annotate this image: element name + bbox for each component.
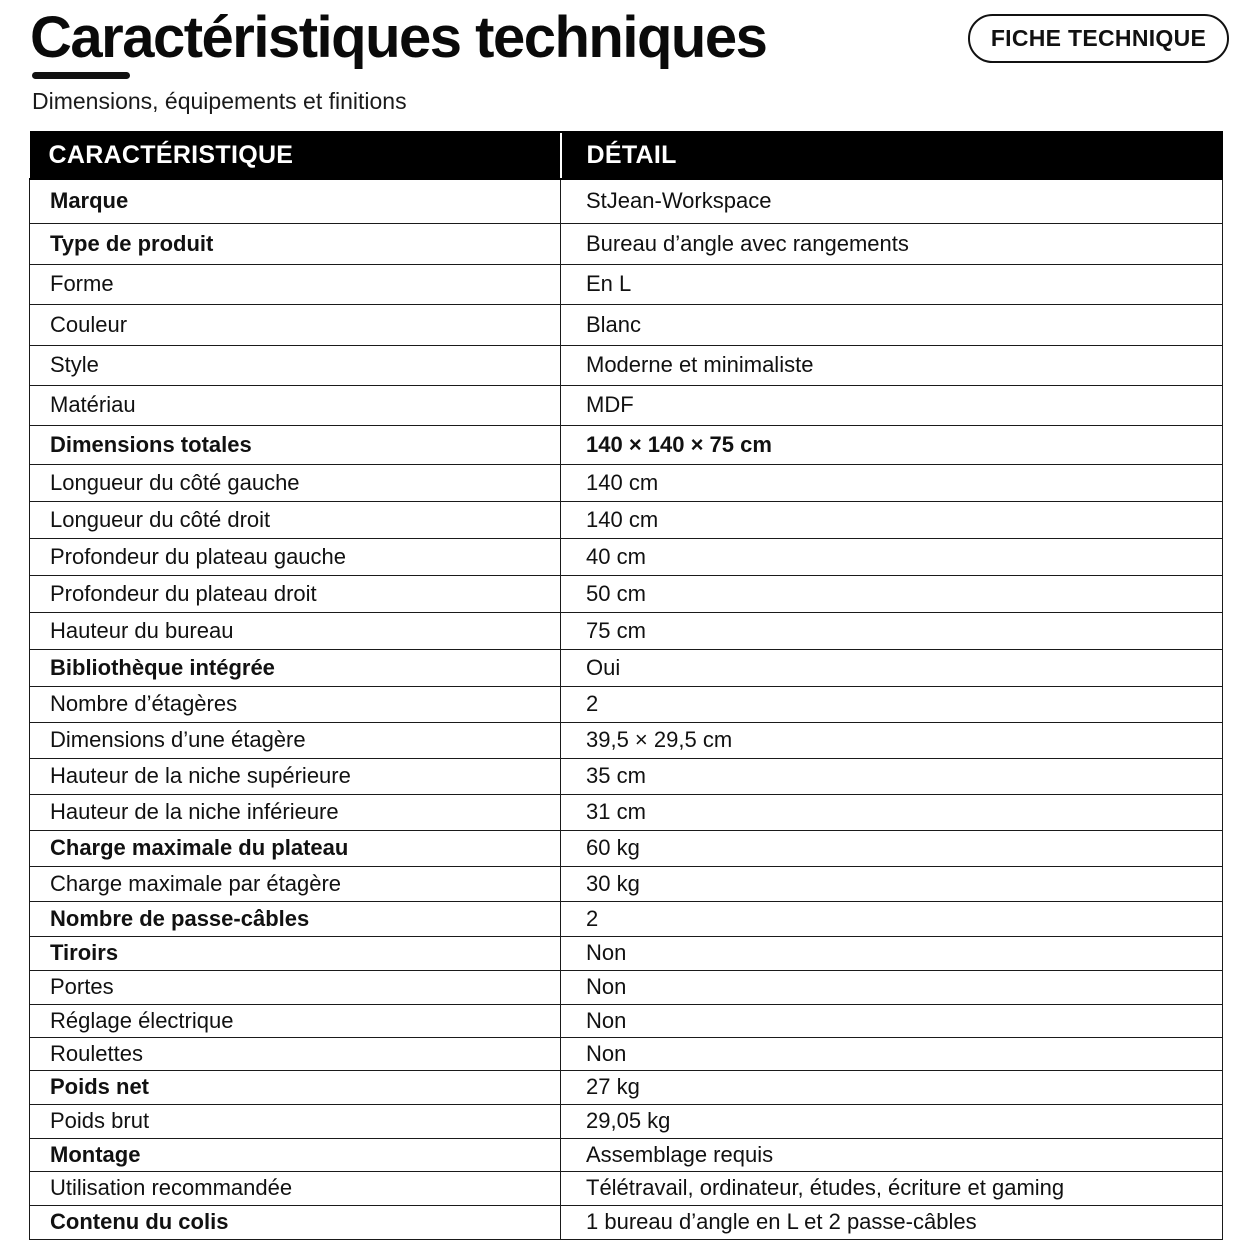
row-label: Charge maximale du plateau [30, 830, 561, 866]
row-value: 40 cm [561, 538, 1223, 575]
row-value: MDF [561, 385, 1223, 425]
table-row [30, 722, 1223, 758]
row-value: 140 × 140 × 75 cm [561, 425, 1223, 464]
row-label: Longueur du côté droit [30, 501, 561, 538]
table-row [30, 464, 1223, 501]
row-label: Tiroirs [30, 936, 561, 970]
row-value: Assemblage requis [561, 1138, 1223, 1171]
row-value: Blanc [561, 304, 1223, 345]
column-header-caracteristique: CARACTÉRISTIQUE [30, 132, 561, 179]
row-label: Forme [30, 264, 561, 304]
row-value: 140 cm [561, 464, 1223, 501]
table-row [30, 425, 1223, 464]
row-value: Télétravail, ordinateur, études, écriture et gaming [561, 1171, 1223, 1205]
page-title: Caractéristiques techniques [30, 5, 767, 70]
table-row [30, 612, 1223, 649]
row-value: Non [561, 970, 1223, 1004]
spec-table-body [30, 179, 1223, 1239]
row-label: Longueur du côté gauche [30, 464, 561, 501]
table-row [30, 794, 1223, 830]
row-label: Hauteur de la niche supérieure [30, 758, 561, 794]
row-value: 50 cm [561, 575, 1223, 612]
row-label: Poids brut [30, 1104, 561, 1138]
row-label: Style [30, 345, 561, 385]
row-label: Marque [30, 179, 561, 223]
header-row [30, 132, 1223, 179]
row-label: Montage [30, 1138, 561, 1171]
row-label: Dimensions totales [30, 425, 561, 464]
row-value: 60 kg [561, 830, 1223, 866]
table-row [30, 970, 1223, 1004]
row-value: Oui [561, 649, 1223, 686]
row-label: Portes [30, 970, 561, 1004]
row-label: Bibliothèque intégrée [30, 649, 561, 686]
row-value: StJean-Workspace [561, 179, 1223, 223]
row-label: Contenu du colis [30, 1205, 561, 1239]
row-label: Hauteur du bureau [30, 612, 561, 649]
row-label: Charge maximale par étagère [30, 866, 561, 901]
table-row [30, 223, 1223, 264]
row-value: 2 [561, 686, 1223, 722]
row-label: Profondeur du plateau droit [30, 575, 561, 612]
row-label: Hauteur de la niche inférieure [30, 794, 561, 830]
row-value: Non [561, 1004, 1223, 1037]
table-row [30, 1070, 1223, 1104]
row-value: 31 cm [561, 794, 1223, 830]
page-subtitle: Dimensions, équipements et finitions [32, 88, 407, 114]
row-value: 30 kg [561, 866, 1223, 901]
table-row [30, 1138, 1223, 1171]
table-row [30, 538, 1223, 575]
row-value: 1 bureau d’angle en L et 2 passe-câbles [561, 1205, 1223, 1239]
row-label: Nombre de passe-câbles [30, 901, 561, 936]
row-label: Dimensions d’une étagère [30, 722, 561, 758]
table-row [30, 1205, 1223, 1239]
row-value: 2 [561, 901, 1223, 936]
table-row [30, 830, 1223, 866]
title-underline [32, 72, 130, 79]
row-value: 140 cm [561, 501, 1223, 538]
row-value: Moderne et minimaliste [561, 345, 1223, 385]
table-row [30, 866, 1223, 901]
row-value: 27 kg [561, 1070, 1223, 1104]
row-label: Couleur [30, 304, 561, 345]
row-value: Bureau d’angle avec rangements [561, 223, 1223, 264]
row-value: En L [561, 264, 1223, 304]
row-value: 29,05 kg [561, 1104, 1223, 1138]
table-row [30, 385, 1223, 425]
row-label: Réglage électrique [30, 1004, 561, 1037]
table-row [30, 345, 1223, 385]
fiche-technique-badge: FICHE TECHNIQUE [968, 14, 1229, 63]
row-value: Non [561, 936, 1223, 970]
column-header-detail: DÉTAIL [561, 132, 1223, 179]
table-row [30, 649, 1223, 686]
table-row [30, 1004, 1223, 1037]
row-label: Roulettes [30, 1037, 561, 1070]
row-label: Profondeur du plateau gauche [30, 538, 561, 575]
row-label: Poids net [30, 1070, 561, 1104]
row-value: 35 cm [561, 758, 1223, 794]
row-label: Type de produit [30, 223, 561, 264]
row-label: Utilisation recommandée [30, 1171, 561, 1205]
table-row [30, 501, 1223, 538]
spec-table [29, 131, 1223, 1240]
row-value: Non [561, 1037, 1223, 1070]
table-row [30, 179, 1223, 223]
table-row [30, 304, 1223, 345]
table-row [30, 758, 1223, 794]
table-row [30, 575, 1223, 612]
table-row [30, 936, 1223, 970]
table-row [30, 686, 1223, 722]
table-row [30, 1037, 1223, 1070]
table-row [30, 901, 1223, 936]
table-row [30, 1171, 1223, 1205]
table-row [30, 1104, 1223, 1138]
row-value: 75 cm [561, 612, 1223, 649]
table-row [30, 264, 1223, 304]
row-value: 39,5 × 29,5 cm [561, 722, 1223, 758]
spec-table-header [30, 132, 1223, 179]
row-label: Matériau [30, 385, 561, 425]
row-label: Nombre d’étagères [30, 686, 561, 722]
